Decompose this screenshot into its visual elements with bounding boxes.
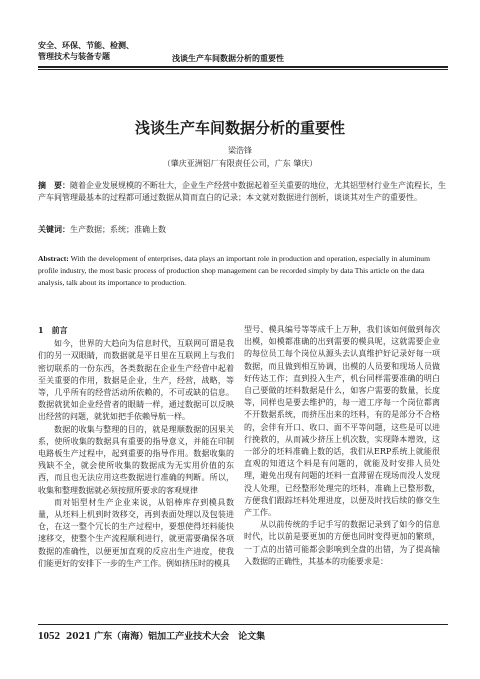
body-paragraph: 而对铝型材生产企业来说，从铝棒库存到模具数量，从坯料上机到时效移交，再到表面处理以及包装进仓，在这一整个冗长的生产过程中，要想使得坯料能快速移交，使整个生产流程顺利进行，就更需要确保各项数据的准确性，以便更加直观的反应出生产进度，使我们能更好的安排下一步的生产工作。例如挤压时的模具	[38, 497, 234, 568]
conference-name: 2021 广东（南海）铝加工产业技术大会 论文集	[66, 632, 266, 642]
abstract	[38, 179, 448, 204]
english-abstract-text: With the development of enterprises, data plays an important role in production and operation, especially in aluminum profile industry, the most basic process of production shop management can be recorded simply by data This article on the data analysis, talk about its importance to production.	[38, 254, 431, 287]
body-paragraph: 从以前传统的手记手写的数据记录到了如今的信息时代，比以前是要更加的方便也同时变得更加的繁琐，一丁点的出错可能都会影响到全盘的出错，为了提高输入数据的正确性，其基本的功能要求是：	[244, 520, 440, 566]
article-title: 浅谈生产车间数据分析的重要性	[134, 119, 345, 137]
running-title: 浅谈生产车间数据分析的重要性	[172, 53, 284, 63]
body-paragraph: 型号、模具编号等等成千上万种，我们该如何做到每次出模，如模都准确的出到需要的模具呢，这就需要企业的每位员工每个岗位从源头去认真维护好记录好每一项数据，而且做到相互协调，出模的人员要和现场人员做好传达工作；直到投入生产，机台同样需要准确的明白自己要做的坯料数据是什么，如客户需要的数量，长度等，同样也是要去维护的，每一道工序每一个岗位都离不开数据系统，而挤压出来的坯料，有的是部分不合格的，会伴有开口、收口、面不平等问题，这些是可以进行挽救的，从而减少挤压上机次数，实现降本增效，这一部分的坯料准确上数的话，我们从ERP系统上就能很直观的知道这个料是有问题的，就能及时安排人员处理，避免出现有问题的坯料一直滞留在现场而没人发现没人处理，已经整形处理完的坯料，准确上已整形数，方便我们跟踪坯料处理进度，以便及时找后续的修交生产工作。	[244, 325, 440, 518]
body-column-left	[38, 324, 234, 570]
header-rule-thin	[38, 69, 448, 70]
keywords-text: 生产数据；系统；准确上数	[70, 225, 166, 234]
footer-rule	[38, 624, 448, 625]
journal-section-label	[38, 40, 158, 62]
abstract-label: 摘 要：	[38, 180, 70, 190]
article-affiliation: （肇庆亚洲铝厂有限责任公司，广东 肇庆）	[162, 159, 318, 168]
body-column-right	[244, 324, 440, 568]
keywords-label: 关键词：	[38, 224, 70, 234]
body-paragraph: 数据的收集与整理的目的，就是理顺数据的因果关系，使所收集的数据具有重要的指导意义，并能在印制电路板生产过程中，起到重要的指导作用。数据收集的残缺不全，就会使所收集的数据成为无实用价值的东西，而且也无法应用这些数据进行准确的判断。所以，收集和整理数据就必须按照所要求的客观规律	[38, 424, 234, 495]
page-number: 1052	[38, 630, 60, 642]
header-rule-thick	[38, 66, 448, 68]
keywords	[38, 224, 448, 235]
page-footer	[38, 629, 265, 642]
body-paragraph: 如今，世界的大趋向为信息时代，互联网可谓是我们的另一双眼睛，而数据就是平日里在互联网上与我们密切联系的一份东西，各类数据在企业生产经营中起着至关重要的作用，数据是企业，生产，经营，战略，等等，几乎所有的经营活动所依赖的，不可或缺的信息。数据就犹如企业经营者的眼睛一样，通过数据可以反映出经营的问题，就犹如把手依赖导航一样。	[38, 339, 234, 422]
article-author: 梁浩锋	[228, 146, 252, 155]
journal-line-2: 管理技术与装备专题	[38, 51, 110, 61]
abstract-text: 随着企业发展规模的不断壮大，企业生产经营中数据起着至关重要的地位，尤其铝型材行业生产流程长，生产车间管理最基本的过程都可通过数据从简而直白的记录；本文就对数据进行剖析，谈谈其对生产的重要性。	[38, 181, 446, 202]
section-heading: 1 前言	[38, 325, 68, 335]
english-abstract-label: Abstract:	[38, 254, 69, 263]
journal-line-1: 安全、环保、节能、检测、	[38, 40, 134, 50]
english-abstract	[38, 253, 448, 289]
